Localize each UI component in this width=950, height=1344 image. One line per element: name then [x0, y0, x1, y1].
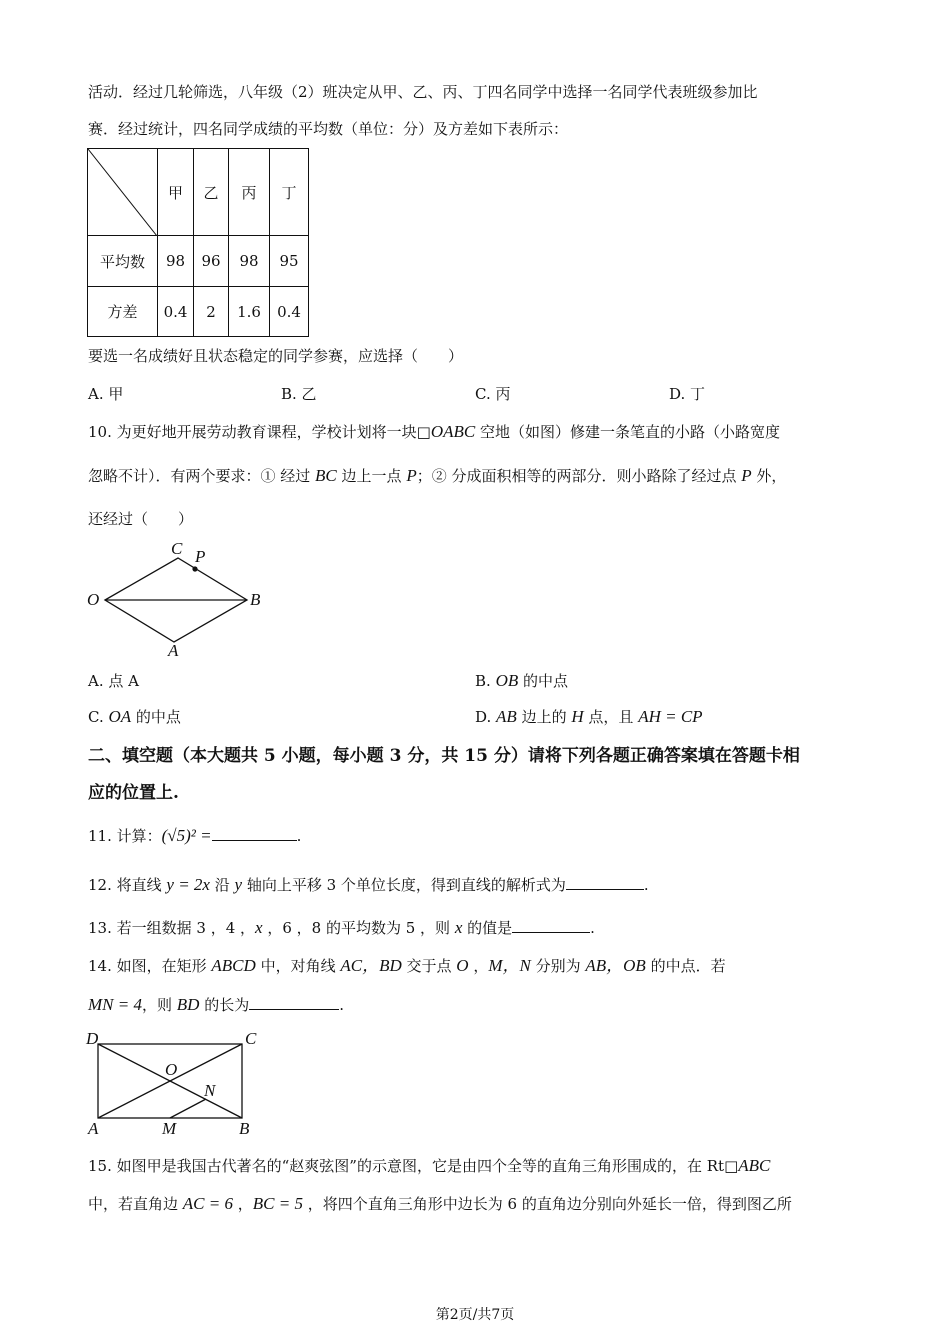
- q14-var: MN = 4: [88, 995, 142, 1014]
- segment-mn: [170, 1099, 206, 1118]
- row-label: 方差: [88, 287, 158, 337]
- q13-line: [88, 918, 595, 938]
- q15-var: ABC: [738, 1156, 771, 1175]
- header-cell: 甲: [158, 149, 194, 236]
- option-text: 的中点: [131, 708, 181, 726]
- q15-text: 15. 如图甲是我国古代著名的“赵爽弦图”的示意图，它是由四个全等的直角三角形围成的，在 Rt: [88, 1157, 725, 1175]
- q9-intro-line2: 赛．经过统计，四名同学成绩的平均数（单位：分）及方差如下表所示：: [88, 120, 569, 138]
- q13-text: 的值是: [462, 919, 513, 937]
- header-cell: 丁: [270, 149, 309, 236]
- q10-option-a: A. 点 A: [88, 672, 139, 690]
- q10-var: BC: [315, 466, 337, 485]
- q13-text: ，6 ，8 的平均数为 5 ，则: [262, 919, 455, 937]
- q9-option-c: C. 丙: [475, 385, 511, 403]
- q9-intro-line1: 活动．经过几轮筛选，八年级（2）班决定从甲、乙、丙、丁四名同学中选择一名同学代表班级参加比: [88, 83, 758, 101]
- q15-var: AC = 6: [182, 1194, 233, 1213]
- option-text: 的中点: [518, 672, 569, 690]
- q12-expression: y = 2x: [166, 875, 210, 894]
- option-letter: D.: [475, 708, 497, 726]
- option-letter: B.: [475, 672, 496, 690]
- q10-shape-name: OABC: [430, 422, 476, 441]
- page-number: 第2页/共7页: [435, 1307, 515, 1323]
- q10-text: 空地（如图）修建一条笔直的小路（小路宽度: [475, 423, 780, 441]
- parallelogram-figure: [82, 538, 272, 663]
- table-cell: 98: [158, 236, 194, 287]
- point-p: [192, 566, 197, 571]
- label-b: B: [239, 1119, 250, 1138]
- q10-var: P: [741, 466, 752, 485]
- q10-line2: [88, 466, 786, 486]
- q10-line3: 还经过（ ）: [88, 510, 194, 528]
- option-var: AB: [496, 707, 517, 726]
- q13-text: 13. 若一组数据 3 ，4 ，: [88, 919, 256, 937]
- answer-blank: [212, 826, 297, 841]
- q13-text: .: [590, 919, 595, 937]
- rectangle-figure: [82, 1026, 272, 1142]
- label-p: P: [195, 547, 206, 566]
- q10-option-d: [475, 707, 703, 727]
- table-row: [88, 236, 309, 287]
- table-cell: 95: [270, 236, 309, 287]
- q10-text: 外，: [751, 467, 787, 485]
- label-c: C: [245, 1029, 257, 1048]
- row-label: 平均数: [88, 236, 158, 287]
- section2-heading-line2: 应的位置上.: [88, 783, 179, 803]
- option-var: H: [571, 707, 584, 726]
- q14-text: ，则: [141, 996, 177, 1014]
- q15-text: 中，若直角边: [88, 1195, 183, 1213]
- option-text: 边上的: [516, 708, 572, 726]
- q10-text: 忽略不计）．有两个要求：① 经过: [88, 467, 316, 485]
- label-o: O: [87, 590, 100, 609]
- table-cell: 0.4: [270, 287, 309, 337]
- q12-var: y: [234, 875, 243, 894]
- q14-var: O: [456, 956, 469, 975]
- triangle-symbol: □: [724, 1157, 739, 1175]
- q14-text: 分别为: [530, 957, 586, 975]
- q11-text: 11. 计算：: [88, 827, 162, 845]
- q14-var: BD: [176, 995, 200, 1014]
- q14-line1: [88, 956, 726, 976]
- q14-text: 的中点．若: [645, 957, 726, 975]
- table-header-row: [88, 149, 309, 236]
- section2-heading-line1: 二、填空题（本大题共 5 小题，每小题 3 分，共 15 分）请将下列各题正确答案填在答题卡相: [88, 746, 800, 766]
- q13-var: x: [255, 918, 263, 937]
- header-cell: 乙: [194, 149, 229, 236]
- q14-text: 中，对角线: [255, 957, 341, 975]
- q10-text: ；② 分成面积相等的两部分．则小路除了经过点: [416, 467, 742, 485]
- q15-text: ，: [232, 1195, 253, 1213]
- q14-var: ABCD: [211, 956, 256, 975]
- q10-option-c: [88, 707, 181, 727]
- q12-text: 轴向上平移 3 个单位长度，得到直线的解析式为: [242, 876, 566, 894]
- q14-text: 的长为: [199, 996, 250, 1014]
- table-cell: 98: [229, 236, 270, 287]
- q11-text: .: [296, 827, 302, 845]
- q14-var: M，N: [488, 956, 531, 975]
- q10-line1: [88, 422, 780, 442]
- q10-text: 边上一点: [336, 467, 407, 485]
- q15-var: BC = 5: [252, 1194, 303, 1213]
- option-var: OA: [108, 707, 132, 726]
- parallelogram-symbol: □: [416, 423, 431, 441]
- q14-text: 交于点: [401, 957, 457, 975]
- q12-text: 12. 将直线: [88, 876, 167, 894]
- answer-blank: [566, 875, 644, 890]
- q14-var: AC，BD: [340, 956, 402, 975]
- label-m: M: [162, 1119, 177, 1138]
- q13-var: x: [454, 918, 463, 937]
- q10-text: 10. 为更好地开展劳动教育课程，学校计划将一块: [88, 423, 417, 441]
- q12-text: 沿: [209, 876, 235, 894]
- answer-blank: [512, 918, 590, 933]
- label-n: N: [204, 1081, 216, 1100]
- q15-line2: [88, 1194, 792, 1214]
- table-cell: 0.4: [158, 287, 194, 337]
- q11-line: [88, 826, 301, 846]
- label-a: A: [88, 1119, 99, 1138]
- table-cell: 1.6: [229, 287, 270, 337]
- q15-line1: [88, 1156, 770, 1176]
- header-cell: 丙: [229, 149, 270, 236]
- q14-text: 14. 如图，在矩形: [88, 957, 212, 975]
- q12-line: [88, 875, 649, 895]
- label-c: C: [171, 539, 183, 558]
- q9-option-d: D. 丁: [669, 385, 706, 403]
- q10-var: P: [406, 466, 417, 485]
- table-cell: 2: [194, 287, 229, 337]
- option-text: 点，且: [583, 708, 639, 726]
- q14-text: .: [339, 996, 344, 1014]
- table-row: [88, 287, 309, 337]
- q11-expression: (√5)² =: [161, 826, 212, 845]
- scores-table: [87, 148, 309, 337]
- q9-question: 要选一名成绩好且状态稳定的同学参赛，应选择（ ）: [88, 347, 464, 365]
- diagonal-line: [88, 149, 157, 236]
- label-o: O: [165, 1060, 178, 1079]
- answer-blank: [249, 995, 339, 1010]
- q14-var: AB，OB: [585, 956, 646, 975]
- label-d: D: [86, 1029, 99, 1048]
- option-var: OB: [495, 671, 519, 690]
- q9-option-b: B. 乙: [281, 385, 317, 403]
- q15-text: ，将四个直角三角形中边长为 6 的直角边分别向外延长一倍，得到图乙所: [302, 1195, 792, 1213]
- q14-line2: [88, 995, 344, 1015]
- label-b: B: [250, 590, 261, 609]
- label-a: A: [168, 641, 179, 660]
- q9-option-a: A. 甲: [88, 385, 124, 403]
- table-cell: 96: [194, 236, 229, 287]
- q12-text: .: [643, 876, 649, 894]
- q10-option-b: [475, 671, 568, 691]
- option-var: AH = CP: [638, 707, 703, 726]
- diagonal-header-cell: [88, 149, 158, 236]
- option-letter: C.: [88, 708, 109, 726]
- q14-text: ，: [468, 957, 489, 975]
